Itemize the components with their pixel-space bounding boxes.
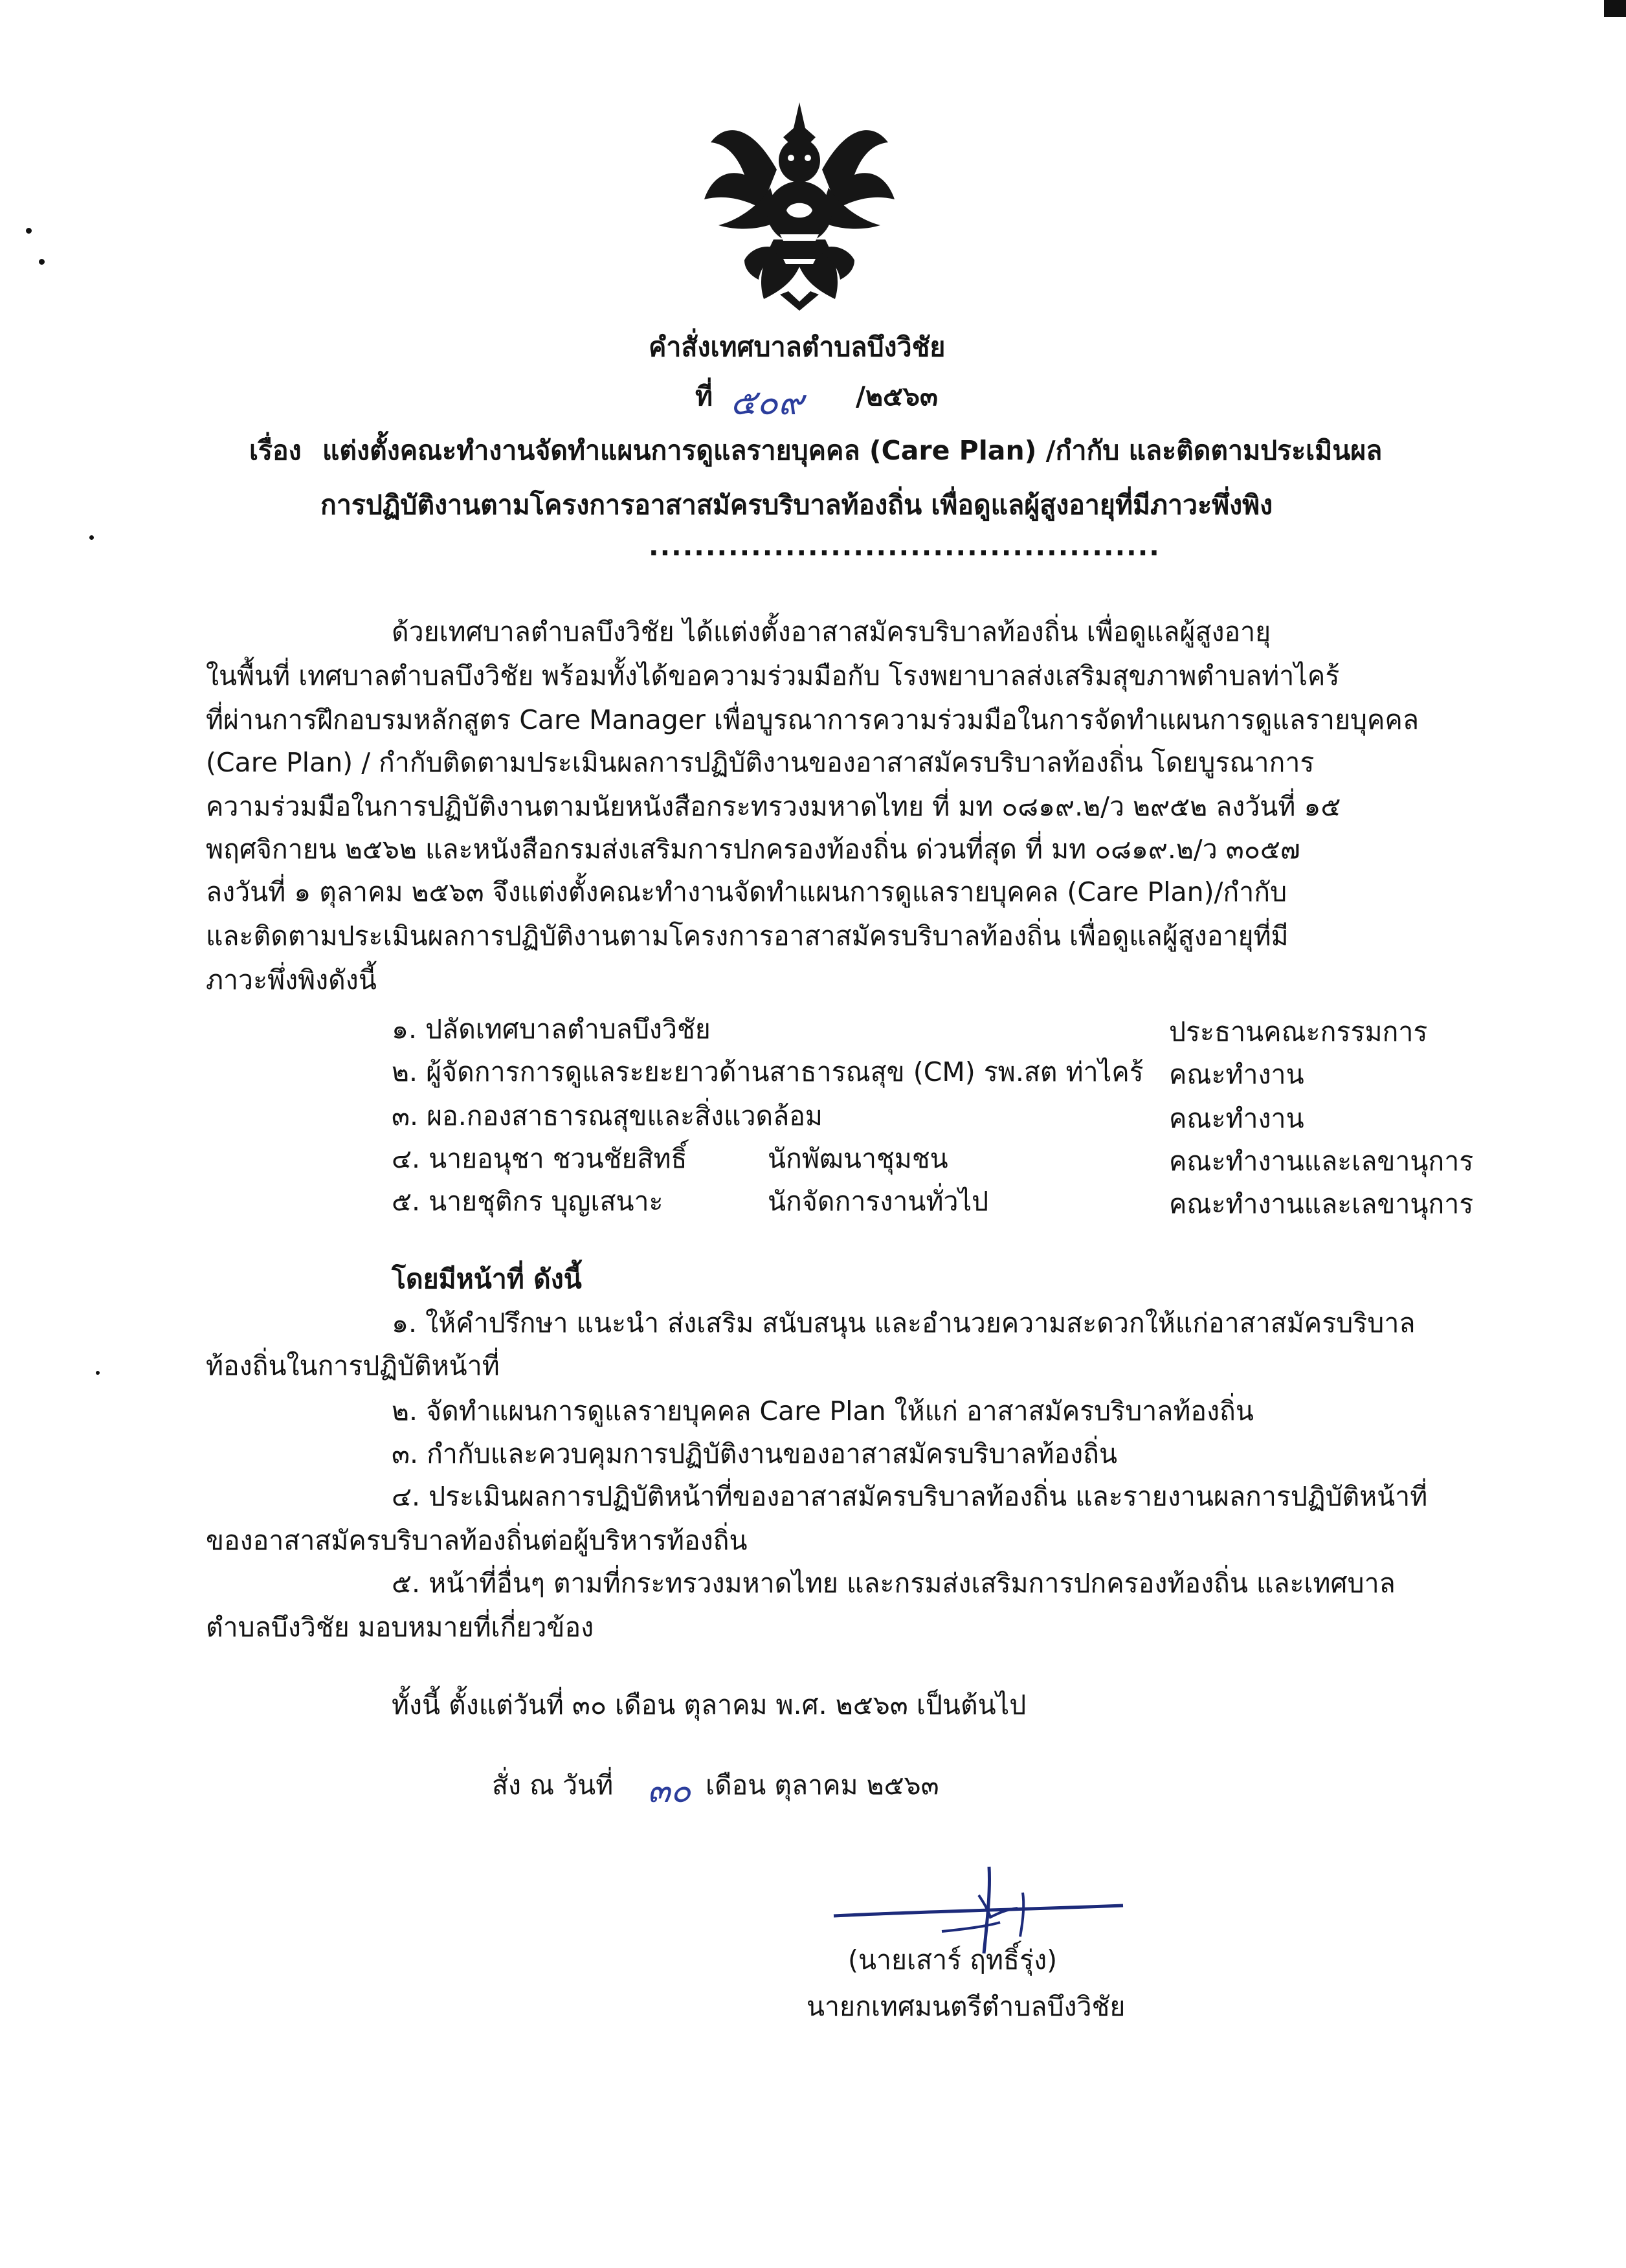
header-separator: ............................................. — [649, 531, 1161, 562]
intro-line: ในพื้นที่ เทศบาลตำบลบึงวิชัย พร้อมทั้งได้ขอความร่วมมือกับ โรงพยาบาลส่งเสริมสุขภาพตำบลท่าไคร้ — [206, 660, 1340, 691]
subject-line-1: แต่งตั้งคณะทำงานจัดทำแผนการดูแลรายบุคคล (Care Plan) /กำกับ และติดตามประเมินผล — [322, 435, 1383, 466]
duty-line: ๓. กำกับและควบคุมการปฏิบัติงานของอาสาสมัครบริบาลท้องถิ่น — [392, 1438, 1118, 1469]
intro-line: ลงวันที่ ๑ ตุลาคม ๒๕๖๓ จึงแต่งตั้งคณะทำงานจัดทำแผนการดูแลรายบุคคล (Care Plan)/กำกับ — [206, 876, 1287, 907]
order-date-day-handwritten: ๓๐ — [647, 1772, 691, 1810]
duty-line: ของอาสาสมัครบริบาลท้องถิ่นต่อผู้บริหารท้องถิ่น — [206, 1525, 748, 1556]
order-number-year: /๒๕๖๓ — [856, 381, 939, 412]
signer-title: นายกเทศมนตรีตำบลบึงวิชัย — [807, 1991, 1126, 2022]
member-name: ๕. นายชุติกร บุญเสนาะ — [392, 1186, 663, 1217]
scan-speck — [96, 1371, 100, 1375]
signer-name: (นายเสาร์ ฤทธิ์รุ่ง) — [848, 1944, 1058, 1975]
member-name: ๑. ปลัดเทศบาลตำบลบึงวิชัย — [392, 1014, 711, 1045]
member-position: นักพัฒนาชุมชน — [768, 1143, 948, 1174]
order-date-prefix: สั่ง ณ วันที่ — [492, 1770, 614, 1801]
garuda-emblem — [699, 97, 900, 314]
duty-line: ๔. ประเมินผลการปฏิบัติหน้าที่ของอาสาสมัครบริบาลท้องถิ่น และรายงานผลการปฏิบัติหน้าที่ — [392, 1481, 1428, 1512]
member-name: ๓. ผอ.กองสาธารณสุขและสิ่งแวดล้อม — [392, 1100, 823, 1131]
duty-line: ท้องถิ่นในการปฏิบัติหน้าที่ — [206, 1350, 500, 1381]
intro-line: ความร่วมมือในการปฏิบัติงานตามนัยหนังสือกระทรวงมหาดไทย ที่ มท ๐๘๑๙.๒/ว ๒๙๕๒ ลงวันที่ ๑๕ — [206, 791, 1341, 822]
member-position: นักจัดการงานทั่วไป — [768, 1186, 989, 1217]
order-number-handwritten: ๕๐๙ — [730, 382, 804, 423]
subject-line-2: การปฏิบัติงานตามโครงการอาสาสมัครบริบาลท้องถิ่น เพื่อดูแลผู้สูงอายุที่มีภาวะพึ่งพิง — [320, 489, 1273, 520]
intro-line: (Care Plan) / กำกับติดตามประเมินผลการปฏิบัติงานของอาสาสมัครบริบาลท้องถิ่น โดยบูรณาการ — [206, 747, 1315, 778]
member-name: ๔. นายอนุชา ชวนชัยสิทธิ์ — [392, 1143, 687, 1174]
member-role: ประธานคณะกรรมการ — [1169, 1016, 1428, 1047]
intro-line: ภาวะพึ่งพิงดังนี้ — [206, 964, 377, 995]
scan-speck — [39, 259, 45, 265]
member-role: คณะทำงานและเลขานุการ — [1169, 1146, 1474, 1177]
effective-date: ทั้งนี้ ตั้งแต่วันที่ ๓๐ เดือน ตุลาคม พ.ศ. ๒๕๖๓ เป็นต้นไป — [392, 1689, 1027, 1720]
duty-line: ๒. จัดทำแผนการดูแลรายบุคคล Care Plan ให้แก่ อาสาสมัครบริบาลท้องถิ่น — [392, 1395, 1254, 1427]
duty-line: ๕. หน้าที่อื่นๆ ตามที่กระทรวงมหาดไทย และกรมส่งเสริมการปกครองท้องถิ่น และเทศบาล — [392, 1568, 1396, 1599]
member-name: ๒. ผู้จัดการการดูแลระยะยาวด้านสาธารณสุข (CM) รพ.สต ท่าไคร้ — [392, 1056, 1144, 1087]
intro-line: และติดตามประเมินผลการปฏิบัติงานตามโครงการอาสาสมัครบริบาลท้องถิ่น เพื่อดูแลผู้สูงอายุที่มี — [206, 920, 1289, 951]
order-title: คำสั่งเทศบาลตำบลบึงวิชัย — [649, 331, 946, 362]
intro-line: ด้วยเทศบาลตำบลบึงวิชัย ได้แต่งตั้งอาสาสมัครบริบาลท้องถิ่น เพื่อดูแลผู้สูงอายุ — [392, 616, 1271, 647]
duty-line: ตำบลบึงวิชัย มอบหมายที่เกี่ยวข้อง — [206, 1612, 594, 1643]
subject-label: เรื่อง — [249, 435, 302, 466]
scan-speck — [89, 535, 94, 540]
duties-heading: โดยมีหน้าที่ ดังนี้ — [392, 1263, 582, 1295]
intro-line: ที่ผ่านการฝึกอบรมหลักสูตร Care Manager เพื่อบูรณาการความร่วมมือในการจัดทำแผนการดูแลรายบุคคล — [206, 704, 1419, 735]
intro-line: พฤศจิกายน ๒๕๖๒ และหนังสือกรมส่งเสริมการปกครองท้องถิ่น ด่วนที่สุด ที่ มท ๐๘๑๙.๒/ว ๓๐๕๗ — [206, 834, 1300, 865]
order-date-suffix: เดือน ตุลาคม ๒๕๖๓ — [706, 1770, 939, 1801]
member-role: คณะทำงาน — [1169, 1059, 1304, 1090]
order-number-label: ที่ — [695, 381, 713, 412]
member-role: คณะทำงาน — [1169, 1103, 1304, 1134]
scan-corner-mark — [1604, 0, 1626, 17]
duty-line: ๑. ให้คำปรึกษา แนะนำ ส่งเสริม สนับสนุน และอำนวยความสะดวกให้แก่อาสาสมัครบริบาล — [392, 1307, 1416, 1339]
member-role: คณะทำงานและเลขานุการ — [1169, 1188, 1474, 1219]
scan-speck — [26, 228, 32, 234]
